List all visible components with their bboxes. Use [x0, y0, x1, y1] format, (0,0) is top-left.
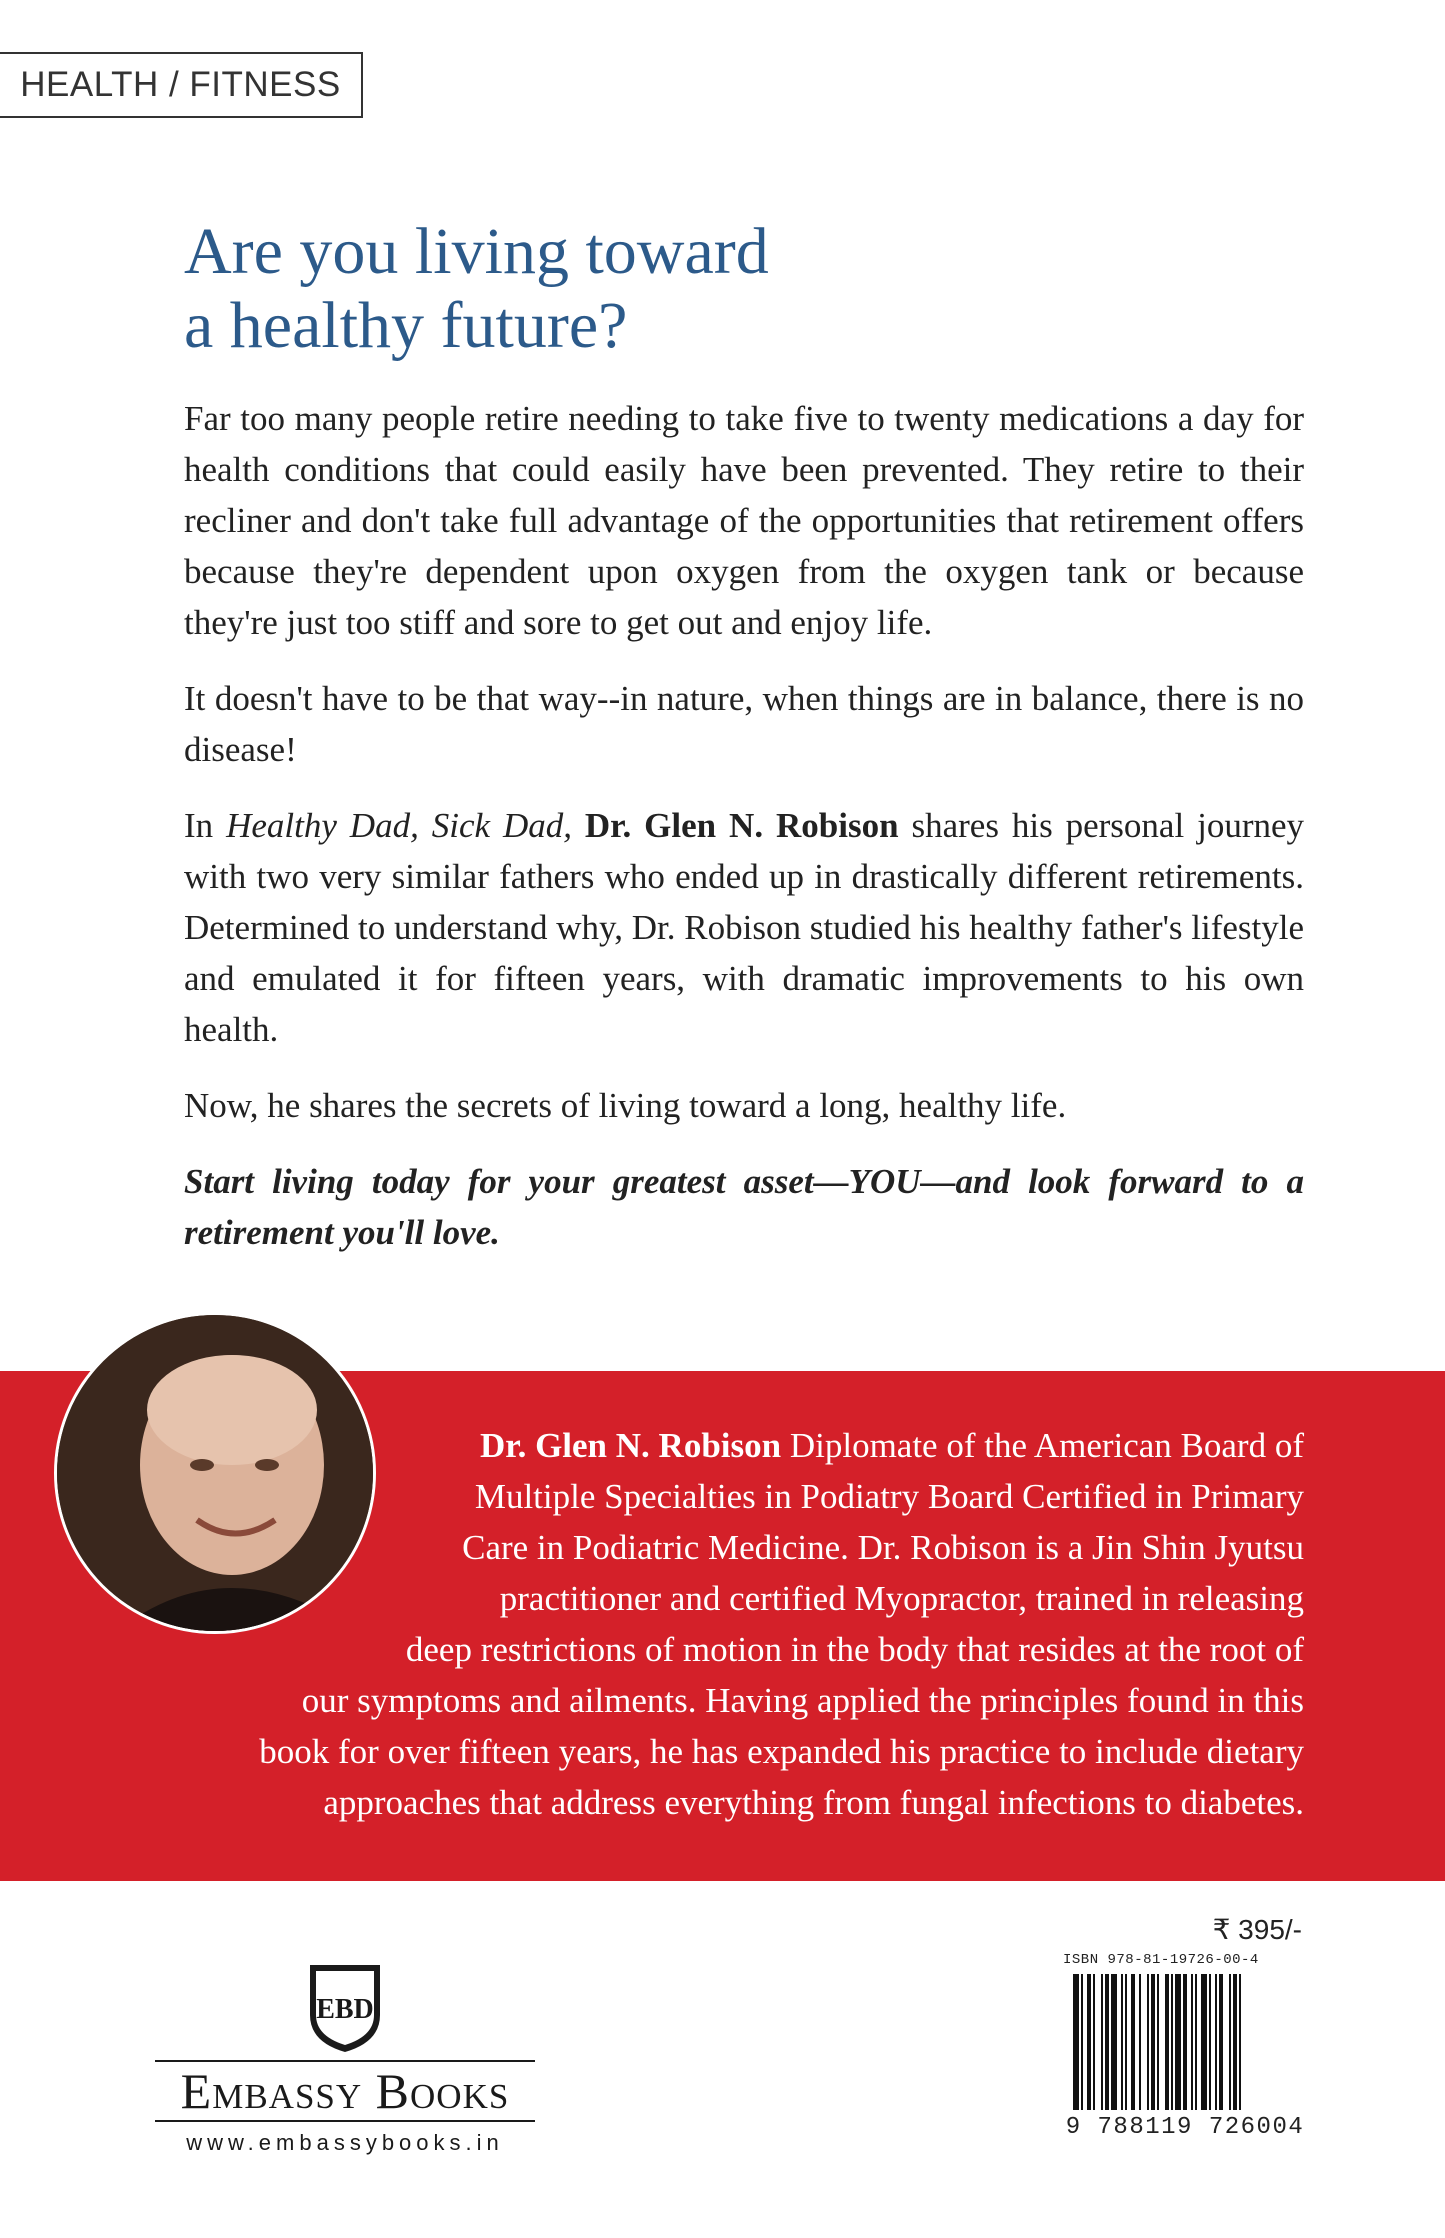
barcode-bar [1093, 1974, 1095, 2110]
barcode-bar [1073, 1974, 1079, 2110]
barcode-bar [1147, 1974, 1149, 2110]
author-bio-line-8: approaches that address everything from fungal infections to diabetes. [323, 1783, 1304, 1822]
barcode-bar [1209, 1974, 1211, 2110]
barcode-bar [1125, 1974, 1127, 2110]
blurb-paragraph-1: Far too many people retire needing to take five to twenty medications a day for health conditions that could easily have been prevented. They retire to their recliner and don't take full advantage of the opportunities that retirement offers because they're dependent upon oxygen from the oxygen tank or because they're just too stiff and sore to get out and enjoy life. [184, 399, 1304, 642]
barcode-bar [1087, 1974, 1091, 2110]
author-bio-line-2: Multiple Specialties in Podiatry Board Certified in Primary [474, 1477, 1304, 1516]
barcode-bar [1233, 1974, 1237, 2110]
barcode-bar [1239, 1974, 1241, 2110]
blurb-paragraph-2: It doesn't have to be that way--in nature, when things are in balance, there is no disease! [184, 679, 1304, 769]
tagline: Start living today for your greatest asset—YOU—and look forward to a retirement you'll love. [184, 1162, 1304, 1252]
barcode-bar [1171, 1974, 1173, 2110]
blurb-paragraph-4: Now, he shares the secrets of living toward a long, healthy life. [184, 1086, 1067, 1125]
publisher-emblem-text: EBD [316, 1994, 374, 2025]
author-bio-line-1 [184, 1420, 1304, 1471]
author-name-inline: Dr. Glen N. Robison [584, 806, 899, 845]
price: ₹ 395/- [1212, 1914, 1302, 1945]
publisher-name: Embassy Books [155, 2060, 535, 2122]
barcode-bar [1081, 1974, 1083, 2110]
barcode-bar [1151, 1974, 1155, 2110]
barcode-bar [1215, 1974, 1217, 2110]
author-bio-line-7: book for over fifteen years, he has expanded his practice to include dietary [259, 1732, 1304, 1771]
barcode-bar [1201, 1974, 1207, 2110]
barcode-bar [1157, 1974, 1159, 2110]
barcode [1063, 1952, 1307, 2140]
author-bio-line-5: deep restrictions of motion in the body that resides at the root of [405, 1630, 1304, 1669]
barcode-bar [1101, 1974, 1103, 2110]
book-title: Healthy Dad, Sick Dad, [226, 806, 572, 845]
author-bio-line-6: our symptoms and ailments. Having applied the principles found in this [301, 1681, 1304, 1720]
barcode-bar [1105, 1974, 1109, 2110]
barcode-bar [1183, 1974, 1187, 2110]
author-bio-line-3: Care in Podiatric Medicine. Dr. Robison is a Jin Shin Jyutsu [462, 1528, 1304, 1567]
isbn-label: ISBN 978-81-19726-00-4 [1063, 1952, 1259, 1968]
barcode-bar [1165, 1974, 1169, 2110]
barcode-bar [1121, 1974, 1123, 2110]
barcode-bar [1191, 1974, 1193, 2110]
headline [184, 215, 1304, 363]
barcode-bar [1131, 1974, 1135, 2110]
blurb-in: In [184, 806, 214, 845]
shield-icon [305, 1960, 385, 2055]
barcode-bar [1219, 1974, 1223, 2110]
headline-line-2: a healthy future? [184, 289, 628, 362]
barcode-bar [1111, 1974, 1117, 2110]
barcode-bar [1229, 1974, 1231, 2110]
barcode-bar [1195, 1974, 1197, 2110]
book-blurb [184, 393, 1304, 1283]
category-label: HEALTH / FITNESS [0, 52, 363, 118]
author-name: Dr. Glen N. Robison [479, 1426, 782, 1465]
blurb-paragraph-3 [184, 800, 1304, 1055]
barcode-icon [1063, 1972, 1307, 2112]
headline-line-1: Are you living toward [184, 215, 769, 288]
isbn-number: 9 788119 726004 [1065, 2114, 1305, 2141]
author-bio [184, 1420, 1304, 1828]
publisher-url: www.embassybooks.in [186, 2130, 504, 2155]
author-bio-line-4: practitioner and certified Myopractor, trained in releasing [499, 1579, 1304, 1618]
author-bio-line-1-rest: Diplomate of the American Board of [789, 1426, 1304, 1465]
blurb-paragraph-3-rest: shares his personal journey with two very similar fathers who ended up in drastically different retirements. Determined to understand why, Dr. Robison studied his healthy father's lifestyle and emulated it for fifteen years, with dramatic improvements to his own health. [184, 806, 1305, 1049]
barcode-bar [1175, 1974, 1181, 2110]
barcode-bar [1139, 1974, 1141, 2110]
publisher-logo [155, 1960, 535, 2160]
